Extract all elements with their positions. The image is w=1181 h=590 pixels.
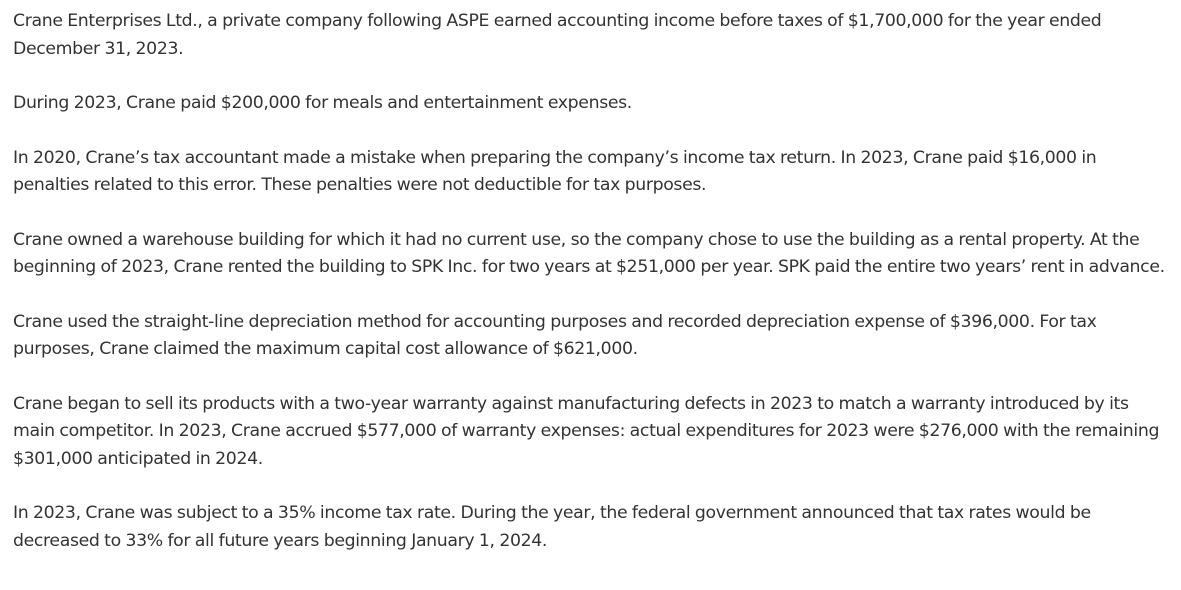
paragraph-warranty: Crane began to sell its products with a two-year warranty against manufacturing defects in 2023 to match a warranty introduced by its main competitor. In 2023, Crane accrued $577,000 of warranty expenses: actual expenditures for 2023 were $276,000 with the remaining $301,000 anticipated in 2024. [13, 393, 1160, 469]
paragraph-meals: During 2023, Crane paid $200,000 for meals and entertainment expenses. [13, 93, 632, 113]
paragraph-income: Crane Enterprises Ltd., a private company following ASPE earned accounting income before taxes of $1,700,000 for the year ended December 31, 2023. [13, 11, 1102, 59]
paragraph-penalties: In 2020, Crane’s tax accountant made a mistake when preparing the company’s income tax return. In 2023, Crane paid $16,000 in penalties related to this error. These penalties were not deductible for tax purposes. [13, 147, 1097, 195]
paragraph-tax-rate: In 2023, Crane was subject to a 35% income tax rate. During the year, the federal government announced that tax rates would be decreased to 33% for all future years beginning January 1, 2024. [13, 503, 1091, 551]
paragraph-depreciation: Crane used the straight-line depreciation method for accounting purposes and recorded depreciation expense of $396,000. For tax purposes, Crane claimed the maximum capital cost allowance of $621,000. [13, 311, 1097, 359]
paragraph-rental: Crane owned a warehouse building for which it had no current use, so the company chose to use the building as a rental property. At the beginning of 2023, Crane rented the building to SPK Inc. for two years at $251,000 per year. SPK paid the entire two years’ rent in advance. [13, 229, 1165, 277]
